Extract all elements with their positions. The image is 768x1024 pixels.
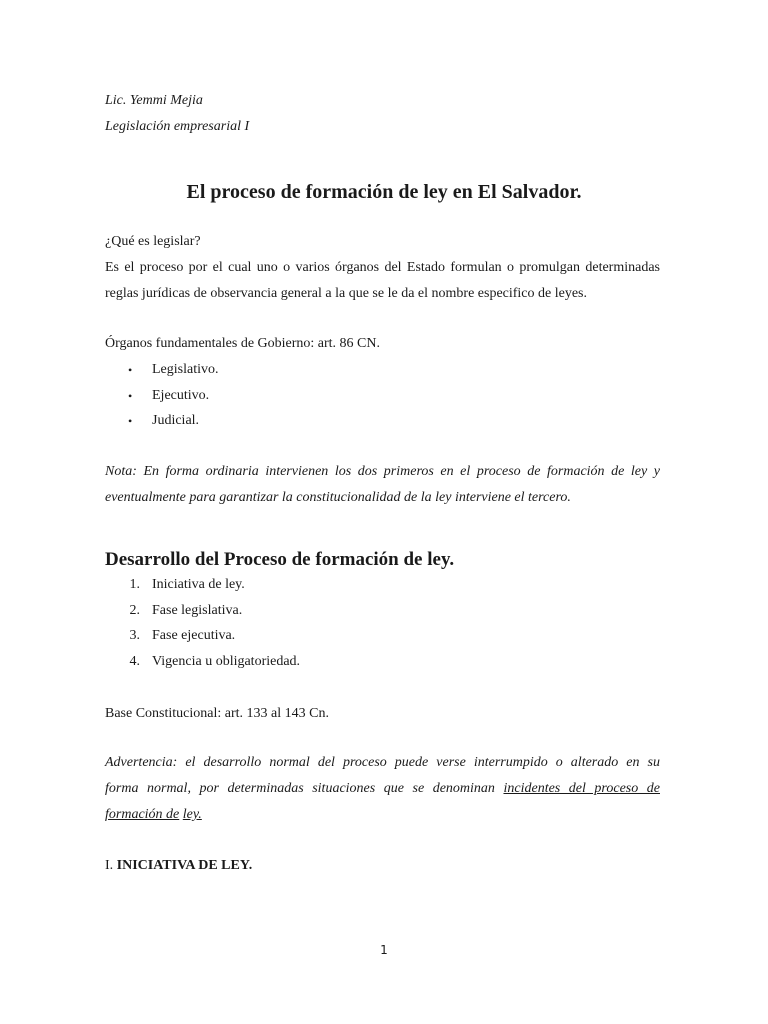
bullet-icon: • bbox=[128, 414, 133, 428]
document-title: El proceso de formación de ley en El Salvador. bbox=[186, 181, 582, 203]
section-number: I. bbox=[105, 858, 117, 873]
nota-line-1: Nota: En forma ordinaria intervienen los dos primeros en el proceso de formación de ley y bbox=[105, 464, 660, 479]
intro-answer-line-1: Es el proceso por el cual uno o varios órganos del Estado formulan o promulgan determinadas bbox=[105, 260, 660, 275]
list-number: 4. bbox=[129, 654, 140, 669]
organos-item-label: Judicial. bbox=[152, 413, 200, 428]
incidentes-link-text: incidentes del proceso de bbox=[503, 781, 660, 796]
organos-item-label: Ejecutivo. bbox=[152, 388, 210, 403]
bullet-icon: • bbox=[128, 363, 133, 377]
incidentes-link-text: formación de bbox=[105, 807, 180, 822]
course-line: Legislación empresarial I bbox=[105, 119, 250, 134]
page-number: 1 bbox=[380, 943, 388, 957]
incidentes-link-text: ley. bbox=[182, 807, 202, 822]
organos-heading: Órganos fundamentales de Gobierno: art. 86 CN. bbox=[105, 336, 381, 351]
desarrollo-heading: Desarrollo del Proceso de formación de ley. bbox=[105, 549, 455, 570]
intro-question: ¿Qué es legislar? bbox=[105, 234, 201, 249]
nota-line-2: eventualmente para garantizar la constitucionalidad de la ley interviene el tercero. bbox=[105, 490, 571, 505]
advertencia-line-2 bbox=[105, 776, 660, 802]
advertencia-text: forma normal, por determinadas situaciones que se denominan bbox=[105, 781, 504, 796]
intro-answer-line-2: reglas jurídicas de observancia general a la que se le da el nombre especifico de leyes. bbox=[105, 286, 588, 301]
base-constitucional: Base Constitucional: art. 133 al 143 Cn. bbox=[105, 706, 329, 721]
desarrollo-item-label: Fase ejecutiva. bbox=[152, 628, 236, 643]
desarrollo-item-label: Fase legislativa. bbox=[152, 603, 243, 618]
section-1-heading bbox=[105, 858, 252, 874]
desarrollo-item-label: Vigencia u obligatoriedad. bbox=[152, 654, 301, 669]
list-number: 2. bbox=[129, 603, 140, 618]
advertencia-line-1: Advertencia: el desarrollo normal del proceso puede verse interrumpido o alterado en su bbox=[105, 755, 660, 770]
author-line: Lic. Yemmi Mejia bbox=[105, 93, 203, 108]
desarrollo-item-label: Iniciativa de ley. bbox=[152, 577, 245, 592]
bullet-icon: • bbox=[128, 389, 133, 403]
section-title: INICIATIVA DE LEY. bbox=[116, 858, 253, 873]
advertencia-line-3 bbox=[105, 802, 660, 828]
list-number: 3. bbox=[129, 628, 140, 643]
organos-item-label: Legislativo. bbox=[152, 362, 219, 377]
list-number: 1. bbox=[129, 577, 140, 592]
